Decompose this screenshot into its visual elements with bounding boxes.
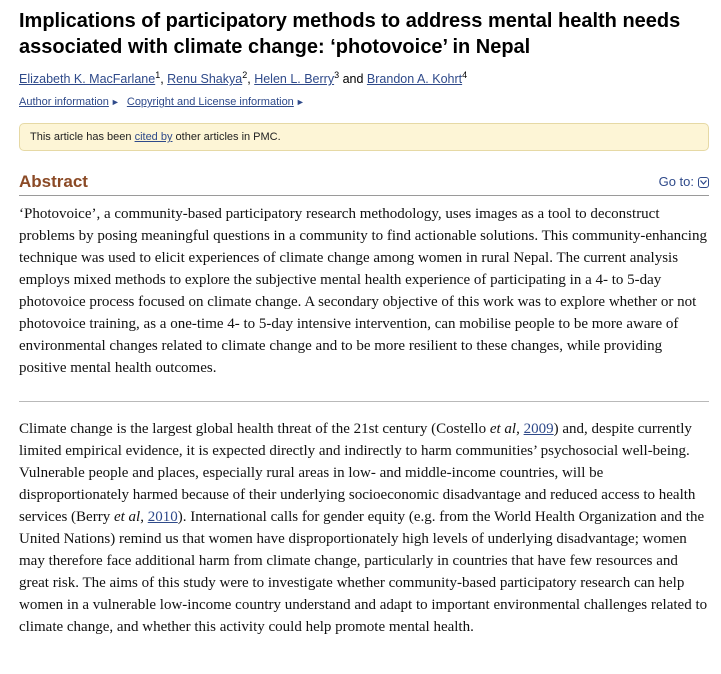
citation-link-costello-2009[interactable]: 2009 [523,421,554,437]
author-affiliation-sup: 3 [334,70,340,80]
section-divider [19,401,709,402]
abstract-heading: Abstract [19,172,88,191]
citation-comma: , [140,509,148,525]
notice-text-after: other articles in PMC. [172,131,281,143]
abstract-paragraph: ‘Photovoice’, a community-based participatory research methodology, uses images as a tool to deconstruct problems by posing meaningful questions in a community to find actionable solutions. This community-enhancing technique was used to elicit experiences of climate change among women in rural Nepal. The current analysis employs mixed methods to explore the subjective mental health experience of participating in a 4- to 5-day photovoice process focused on climate change. A secondary objective of this work was to explore whether or not photovoice training, as a one-time 4- to 5-day intensive intervention, can mobilise people to be more aware of environmental changes related to climate change and to be more resilient to these changes, while providing positive mental health outcomes. [19,206,707,376]
author-affiliation-sup: 1 [155,70,161,80]
copyright-license-link[interactable]: Copyright and License information [126,96,294,108]
citation-notice [19,123,709,151]
intro-text: Climate change is the largest global health threat of the 21st century (Costello [19,421,490,437]
notice-text-before: This article has been [30,131,135,143]
author-link-macfarlane[interactable]: Elizabeth K. MacFarlane [19,72,156,86]
author-link-shakya[interactable]: Renu Shakya [167,72,243,86]
author-information-link[interactable]: Author information [19,96,109,108]
citation-link-berry-2010[interactable]: 2010 [147,509,178,525]
intro-text: ). International calls for gender equity (e.g. from the World Health Organization and the United Nations) remind us that women have disproportionately high levels of underlying disadvantage; women may therefore face additional harm from climate change, particularly in countries that have few resources and great risk. The aims of this study were to investigate whether community-based participatory research can help women in a vulnerable low-income country understand and adapt to important environmental challenges related to climate change, and whether this activity could help promote mental health. [19,509,708,635]
citation-etal: et al [489,421,517,437]
author-and: and [339,72,367,86]
author-separator: , [247,72,255,86]
author-separator: , [160,72,168,86]
intro-text: ) and, despite currently limited empirical evidence, it is expected directly and indirectly to harm communities’ psychosocial well-being. Vulnerable people and places, especially rural areas in low- and middle-income countries, will be disproportionately harmed because of their underlying socioeconomic disadvantage and reduced access to health services (Berry [19,421,696,525]
goto-label[interactable]: Go to: [658,174,694,189]
article-meta-links [19,94,709,110]
chevron-down-icon[interactable] [698,177,709,188]
citation-comma: , [516,421,524,437]
author-affiliation-sup: 4 [462,70,468,80]
introduction-paragraph [19,418,709,638]
author-link-kohrt[interactable]: Brandon A. Kohrt [366,72,463,86]
article-page [19,0,709,638]
abstract-section-header [19,171,709,196]
expand-arrow-icon[interactable]: ► [110,97,120,107]
expand-arrow-icon[interactable]: ► [295,97,305,107]
author-link-berry[interactable]: Helen L. Berry [254,72,335,86]
goto-menu[interactable] [659,174,709,190]
article-title: Implications of participatory methods to address mental health needs associated with climate change: ‘photovoice’ in Nepal [19,10,681,58]
citation-etal: et al [113,509,141,525]
cited-by-link[interactable]: cited by [134,131,173,143]
author-list [19,70,709,88]
author-affiliation-sup: 2 [242,70,248,80]
